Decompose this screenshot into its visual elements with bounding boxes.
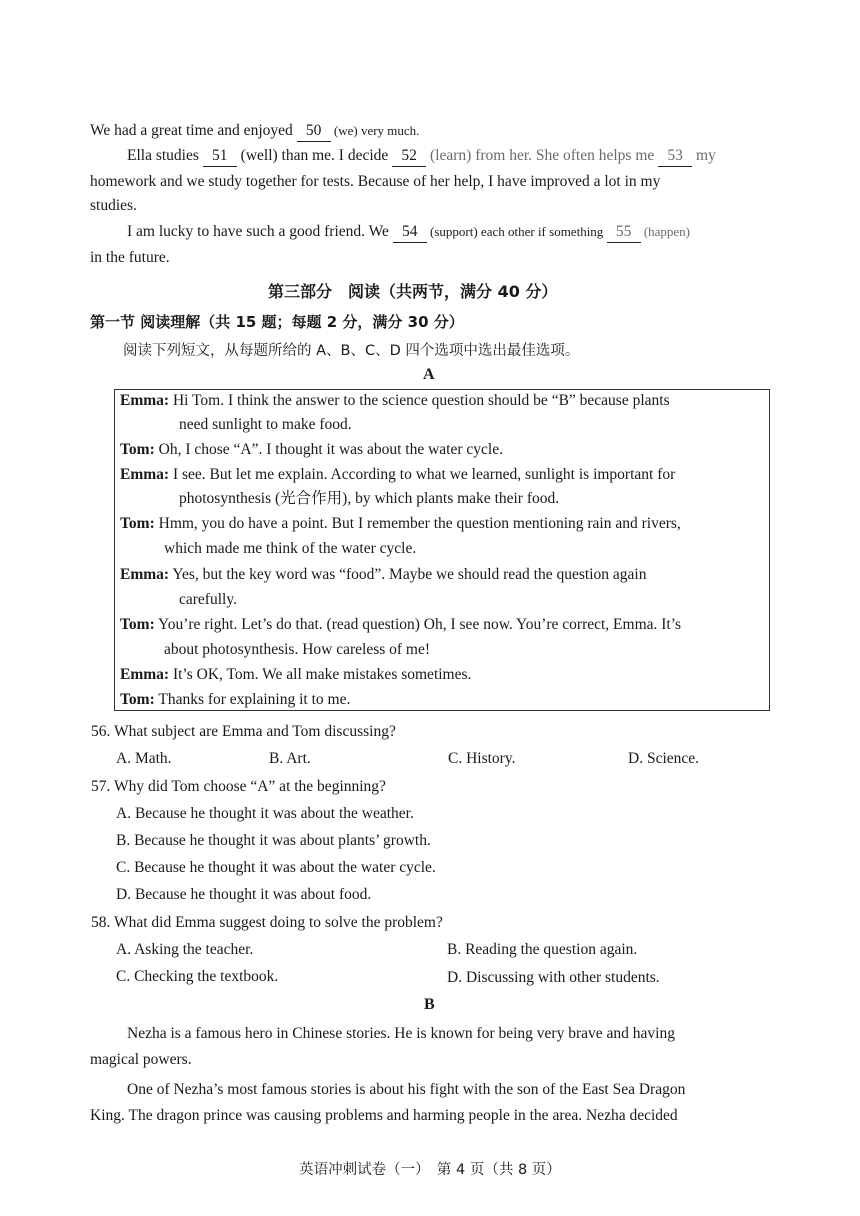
speaker: Tom:: [120, 515, 155, 532]
passage-b-line: Nezha is a famous hero in Chinese stories. He is known for being very brave and having: [127, 1025, 675, 1042]
part-title: 第三部分 阅读（共两节，满分 40 分）: [268, 282, 558, 301]
cloze-line-2: [127, 146, 716, 167]
speaker: Tom:: [120, 441, 155, 458]
cloze-line-3: homework and we study together for tests. Because of her help, I have improved a lot in my: [90, 173, 661, 190]
passage-b-line: King. The dragon prince was causing problems and harming people in the area. Nezha decided: [90, 1107, 678, 1124]
dialog-text: Yes, but the key word was “food”. Maybe we should read the question again: [169, 566, 647, 583]
dialog-text: photosynthesis (光合作用), by which plants make their food.: [179, 490, 560, 507]
question-58-option-d[interactable]: D. Discussing with other students.: [447, 969, 660, 986]
question-57-option-d[interactable]: D. Because he thought it was about food.: [116, 886, 372, 903]
dialog-line: [120, 514, 681, 534]
dialog-line: [120, 440, 503, 460]
dialog-line: [164, 640, 430, 660]
question-57-option-b[interactable]: B. Because he thought it was about plants’ growth.: [116, 832, 431, 849]
dialog-line: [120, 565, 646, 585]
question-56-option-c[interactable]: C. History.: [448, 750, 516, 767]
cloze-text: my: [692, 147, 716, 164]
dialog-line: [120, 465, 675, 485]
passage-b-letter: B: [424, 996, 435, 1013]
speaker: Tom:: [120, 691, 155, 708]
question-57-option-a[interactable]: A. Because he thought it was about the weather.: [116, 805, 414, 822]
dialog-text: I see. But let me explain. According to what we learned, sunlight is important for: [169, 466, 676, 483]
question-58-option-a[interactable]: A. Asking the teacher.: [116, 941, 254, 958]
dialog-text: Oh, I chose “A”. I thought it was about the water cycle.: [154, 441, 503, 458]
dialog-text: about photosynthesis. How careless of me!: [164, 641, 431, 658]
dialog-text: which made me think of the water cycle.: [164, 540, 417, 557]
passage-b-line: magical powers.: [90, 1051, 192, 1068]
cloze-text: (well) than me. I decide: [236, 147, 393, 164]
dialog-text: Hi Tom. I think the answer to the science question should be “B” because plants: [169, 392, 670, 409]
dialog-text: Thanks for explaining it to me.: [154, 691, 351, 708]
sub-title: 第一节 阅读理解（共 15 题；每题 2 分，满分 30 分）: [90, 313, 464, 331]
cloze-line-4: studies.: [90, 197, 137, 214]
blank-53: 53: [658, 146, 692, 167]
dialog-line: [179, 489, 559, 509]
speaker: Emma:: [120, 392, 170, 409]
question-58-stem: 58. What did Emma suggest doing to solve the problem?: [91, 914, 443, 931]
cloze-text: (learn) from her. She often helps me: [426, 147, 659, 164]
cloze-text: (support) each other if something: [426, 224, 607, 239]
dialog-line: [164, 539, 416, 559]
dialog-line: [179, 590, 237, 610]
question-58-option-b[interactable]: B. Reading the question again.: [447, 941, 638, 958]
question-56-option-d[interactable]: D. Science.: [628, 750, 700, 767]
dialog-line: [120, 690, 350, 710]
blank-54: 54: [393, 222, 427, 243]
dialog-line: [179, 415, 352, 435]
cloze-text: (happen): [640, 224, 691, 239]
cloze-text: I am lucky to have such a good friend. We: [127, 223, 393, 240]
dialog-text: carefully.: [179, 591, 237, 608]
blank-50: 50: [297, 121, 331, 142]
dialog-text: You’re right. Let’s do that. (read question) Oh, I see now. You’re correct, Emma. It’s: [154, 616, 682, 633]
page-footer: 英语冲刺试卷（一） 第 4 页（共 8 页）: [299, 1162, 561, 1178]
blank-51: 51: [203, 146, 237, 167]
passage-b-line: One of Nezha’s most famous stories is about his fight with the son of the East Sea Dragon: [127, 1081, 686, 1098]
cloze-text: Ella studies: [127, 147, 203, 164]
cloze-line-5: [127, 222, 690, 243]
question-56-option-b[interactable]: B. Art.: [269, 750, 311, 767]
question-57-option-c[interactable]: C. Because he thought it was about the water cycle.: [116, 859, 436, 876]
cloze-line-1: [90, 121, 419, 142]
cloze-line-6: in the future.: [90, 249, 170, 266]
dialog-text: Hmm, you do have a point. But I remember the question mentioning rain and rivers,: [154, 515, 681, 532]
question-57-stem: 57. Why did Tom choose “A” at the beginning?: [91, 778, 386, 795]
dialog-line: [120, 665, 471, 685]
cloze-text: (we) very much.: [330, 123, 420, 138]
blank-52: 52: [392, 146, 426, 167]
passage-a-letter: A: [423, 366, 435, 383]
speaker: Emma:: [120, 466, 170, 483]
question-56-stem: 56. What subject are Emma and Tom discussing?: [91, 723, 396, 740]
dialog-text: It’s OK, Tom. We all make mistakes sometimes.: [169, 666, 472, 683]
speaker: Emma:: [120, 566, 170, 583]
question-56-option-a[interactable]: A. Math.: [116, 750, 172, 767]
dialog-line: [120, 615, 681, 635]
blank-55: 55: [607, 222, 641, 243]
instruction: 阅读下列短文，从每题所给的 A、B、C、D 四个选项中选出最佳选项。: [123, 343, 580, 359]
speaker: Tom:: [120, 616, 155, 633]
dialog-line: [120, 391, 670, 411]
speaker: Emma:: [120, 666, 170, 683]
dialog-text: need sunlight to make food.: [179, 416, 352, 433]
question-58-option-c[interactable]: C. Checking the textbook.: [116, 968, 279, 985]
cloze-text: We had a great time and enjoyed: [90, 122, 297, 139]
